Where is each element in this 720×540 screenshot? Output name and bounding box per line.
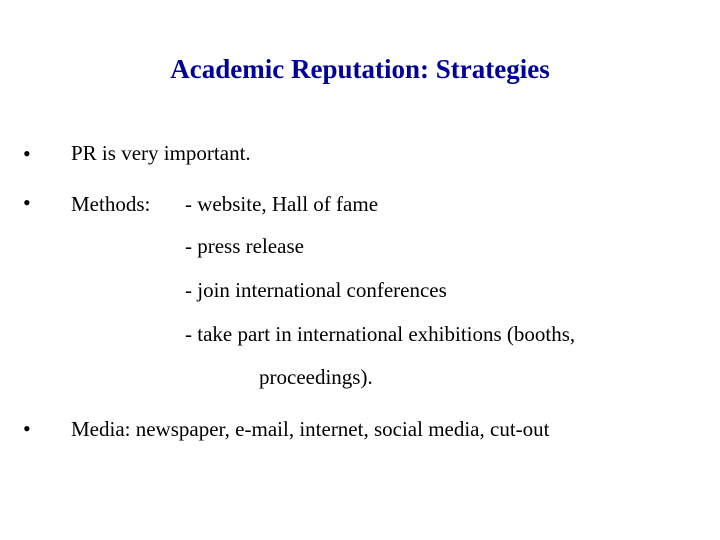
bullet-marker: • xyxy=(23,416,31,441)
bullet-text: Media: newspaper, e-mail, internet, social media, cut-out xyxy=(71,417,550,441)
methods-item-continuation: proceedings). xyxy=(259,365,373,389)
bullet-text: PR is very important. xyxy=(71,141,251,165)
slide-title: Academic Reputation: Strategies xyxy=(170,54,550,84)
bullet-marker: • xyxy=(23,141,31,166)
methods-item: - join international conferences xyxy=(185,278,447,302)
methods-label: Methods: xyxy=(71,192,151,216)
bullet-marker: • xyxy=(23,190,31,215)
methods-item: - take part in international exhibitions (booths, xyxy=(185,322,576,346)
methods-item: - website, Hall of fame xyxy=(185,192,379,216)
methods-item: - press release xyxy=(185,234,304,258)
